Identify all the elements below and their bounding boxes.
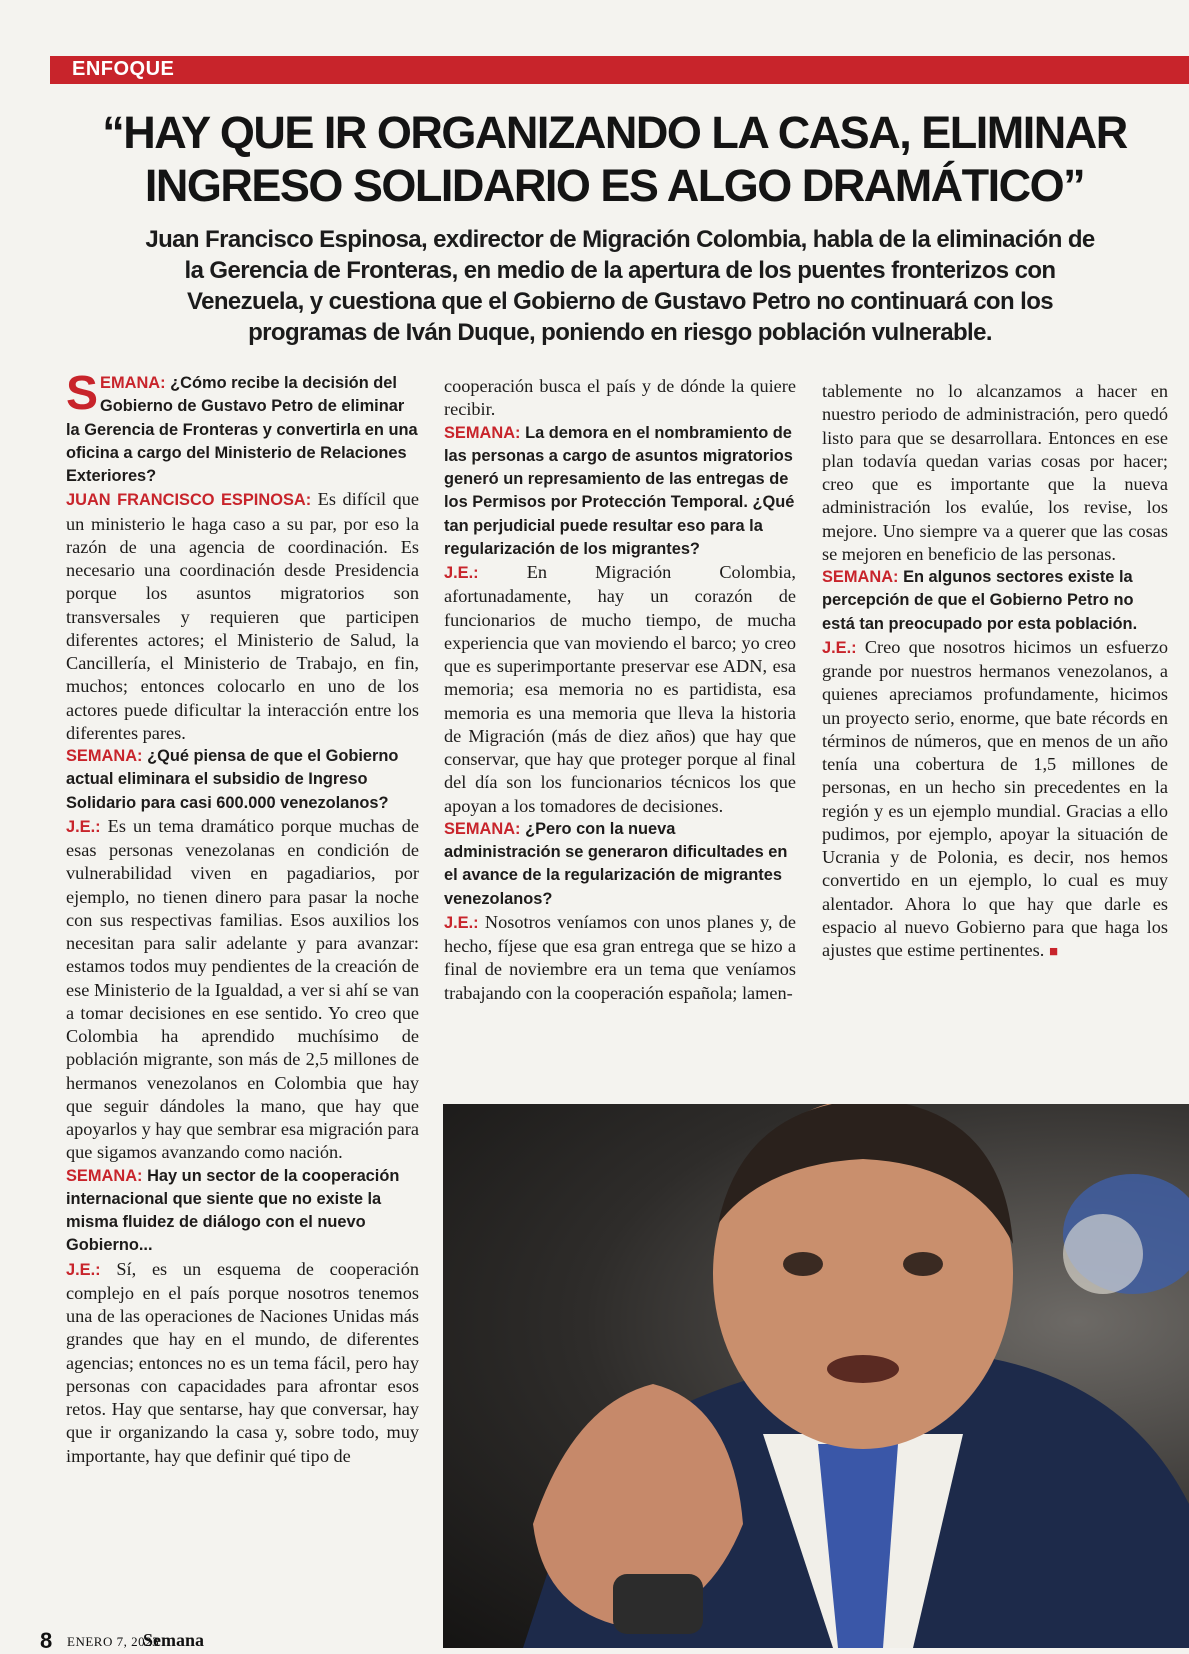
question-5 <box>444 818 796 911</box>
answer-text: En Migración Colombia, afortunadamente, hay un corazón de funcionarios de mucho tiempo, de mucha experiencia que van moviendo el barco; yo creo que es superimportante preservar ese ADN, esa memoria; esa memoria no es partidista, esa memoria es una memoria que lleva la historia de Migración (más de diez años) que hay que conservar, que hay que proteger porque al final del día son los funcionarios técnicos los que apoyan a los tomadores de decisiones. <box>444 562 796 816</box>
question-4 <box>444 422 796 562</box>
answer-1 <box>66 488 419 745</box>
speaker-label: J.E.: <box>66 1260 101 1279</box>
mouth <box>827 1355 899 1383</box>
question-1 <box>66 367 419 488</box>
speaker-label: JUAN FRANCISCO ESPINOSA: <box>66 491 312 510</box>
answer-text: Creo que nosotros hicimos un esfuerzo grande por nuestros hermanos venezolanos, a quienes apreciamos profundamente, hicimos un proyecto serio, enorme, que bate récords en términos de números, que en menos de un año tenía una cobertura de 1,5 millones de personas, en un hecho sin precedentes en la región y es un ejemplo mundial. Gracias a ello pudimos, por ejemplo, apoyar la situación de Ucrania y de Polonia, es decir, nos hemos convertido en un ejemplo, lo cual es muy alentador. Ahora lo que hay que darle es espacio al nuevo Gobierno para que haga los ajustes que estime pertinentes. <box>822 636 1168 960</box>
article-column-2 <box>444 375 796 1005</box>
speaker-label: J.E.: <box>444 913 479 932</box>
answer-5 <box>444 911 796 1005</box>
article-column-3 <box>822 380 1168 964</box>
answer-text: Es un tema dramático porque muchas de esas personas venezolanas en condición de vulnerabilidad viven en pagadiarios, por ejemplo, no tienen dinero para pasar la noche con sus respectivas familias. Esos auxilios los necesitan para salir adelante y para avanzar: estamos todos muy pendientes de la creación de ese Ministerio de la Igualdad, a ver si ahí se van a tomar decisiones en ese sentido. Yo creo que Colombia ha aprendido muchísimo de población migrante, son más de 2,5 millones de hermanos venezolanos en Colombia que hay que seguir dándoles la mano, que hay que apoyarlos y hay que sembrar esa migración para que sigamos avanzando como nación. <box>66 815 419 1163</box>
answer-2 <box>66 815 419 1165</box>
drop-cap: S <box>66 367 99 420</box>
interviewee-illustration <box>443 1104 1189 1648</box>
question-text: En algunos sectores existe la percepción de que el Gobierno Petro no está tan preocupado por esta población. <box>822 568 1138 633</box>
headline: “HAY QUE IR ORGANIZANDO LA CASA, ELIMINAR INGRESO SOLIDARIO ES ALGO DRAMÁTICO” <box>102 107 1127 211</box>
question-text: ¿Cómo recibe la decisión del Gobierno de Gustavo Petro de eliminar la Gerencia de Fronteras y convertirla en una oficina a cargo del Ministerio de Relaciones Exteriores? <box>66 374 418 485</box>
left-eye <box>783 1252 823 1276</box>
answer-5-continued: tablemente no lo alcanzamos a hacer en nuestro periodo de administración, pero quedó listo para que se desarrollara. Entonces en ese plan todavía quedan varias cosas por hacer; creo que es importante que la nueva administración los evalúe, los revise, los mejore. Uno siempre va a querer que las cosas se mejoren en beneficio de las personas. <box>822 381 1168 564</box>
section-bar <box>50 56 1189 84</box>
question-3 <box>66 1165 419 1258</box>
wristwatch <box>613 1574 703 1634</box>
question-text: ¿Pero con la nueva administración se generaron dificultades en el avance de la regularización de migrantes venezolanos? <box>444 819 788 908</box>
question-6 <box>822 566 1168 636</box>
answer-4 <box>444 561 796 818</box>
issue-date: ENERO 7, 2023 <box>67 1634 160 1649</box>
speaker-label: J.E.: <box>66 817 101 836</box>
question-text: ¿Qué piensa de que el Gobierno actual eliminara el subsidio de Ingreso Solidario para casi 600.000 venezolanos? <box>66 747 399 812</box>
speaker-label: J.E.: <box>822 638 857 657</box>
right-eye <box>903 1252 943 1276</box>
question-text: La demora en el nombramiento de las personas a cargo de asuntos migratorios generó un represamiento de las entregas de los Permisos por Protección Temporal. ¿Qué tan perjudicial puede resultar eso para la regularización de los migrantes? <box>444 423 795 558</box>
answer-text: Es difícil que un ministerio le haga caso a su par, por eso la razón de una agencia de coordinación. Es necesario una coordinación desde Presidencia porque los asuntos migratorios son transversales y requieren que participen diferentes actores; el Ministerio de Salud, la Cancillería, el Ministerio de Trabajo, en fin, muchos; entonces colocarlo en uno de los actores puede dificultar la interacción entre los diferentes pares. <box>66 489 419 743</box>
speaker-label: SEMANA: <box>444 423 521 442</box>
answer-3 <box>66 1258 419 1468</box>
background-blur-light <box>1063 1214 1143 1294</box>
answer-text: Sí, es un esquema de cooperación complejo en el país porque nosotros tenemos una de las operaciones de Naciones Unidas más grandes que hay en el mundo, de diferentes agencias; entonces no es un tema fácil, pero hay personas con capacidades para afrontar esos retos. Hay que sentarse, hay que conversar, hay que ir organizando la casa y, sobre todo, muy importante, hay que definir qué tipo de <box>66 1258 419 1466</box>
question-2 <box>66 745 419 815</box>
article-column-1 <box>66 367 419 1468</box>
end-mark: ■ <box>1048 944 1058 960</box>
speaker-label: SEMANA: <box>444 819 521 838</box>
speaker-label: SEMANA: <box>822 568 899 586</box>
interviewee-photo <box>443 1104 1189 1648</box>
answer-3-continued: cooperación busca el país y de dónde la quiere recibir. <box>444 376 796 420</box>
speaker-label: J.E.: <box>444 564 479 582</box>
question-text: Hay un sector de la cooperación internacional que siente que no existe la misma fluidez de diálogo con el nuevo Gobierno... <box>66 1166 400 1255</box>
page-number: 8 <box>40 1628 53 1653</box>
answer-text: Nosotros veníamos con unos planes y, de hecho, fíjese que esa gran entrega que se hizo a final de noviembre era un tema que veníamos trabajando con la cooperación española; lamen- <box>444 911 797 1003</box>
dek: Juan Francisco Espinosa, exdirector de Migración Colombia, habla de la eliminación de la Gerencia de Fronteras, en medio de la apertura de los puentes fronterizos con Venezuela, y cuestiona que el Gobierno de Gustavo Petro no continuará con los programas de Iván Duque, poniendo en riesgo población vulnerable. <box>145 226 1095 346</box>
magazine-name: Semana <box>143 1630 205 1650</box>
speaker-label: SEMANA: <box>66 1166 143 1185</box>
answer-6 <box>822 636 1168 965</box>
section-label: ENFOQUE <box>72 58 175 80</box>
speaker-label: EMANA: <box>100 374 166 392</box>
speaker-label: SEMANA: <box>66 747 143 765</box>
